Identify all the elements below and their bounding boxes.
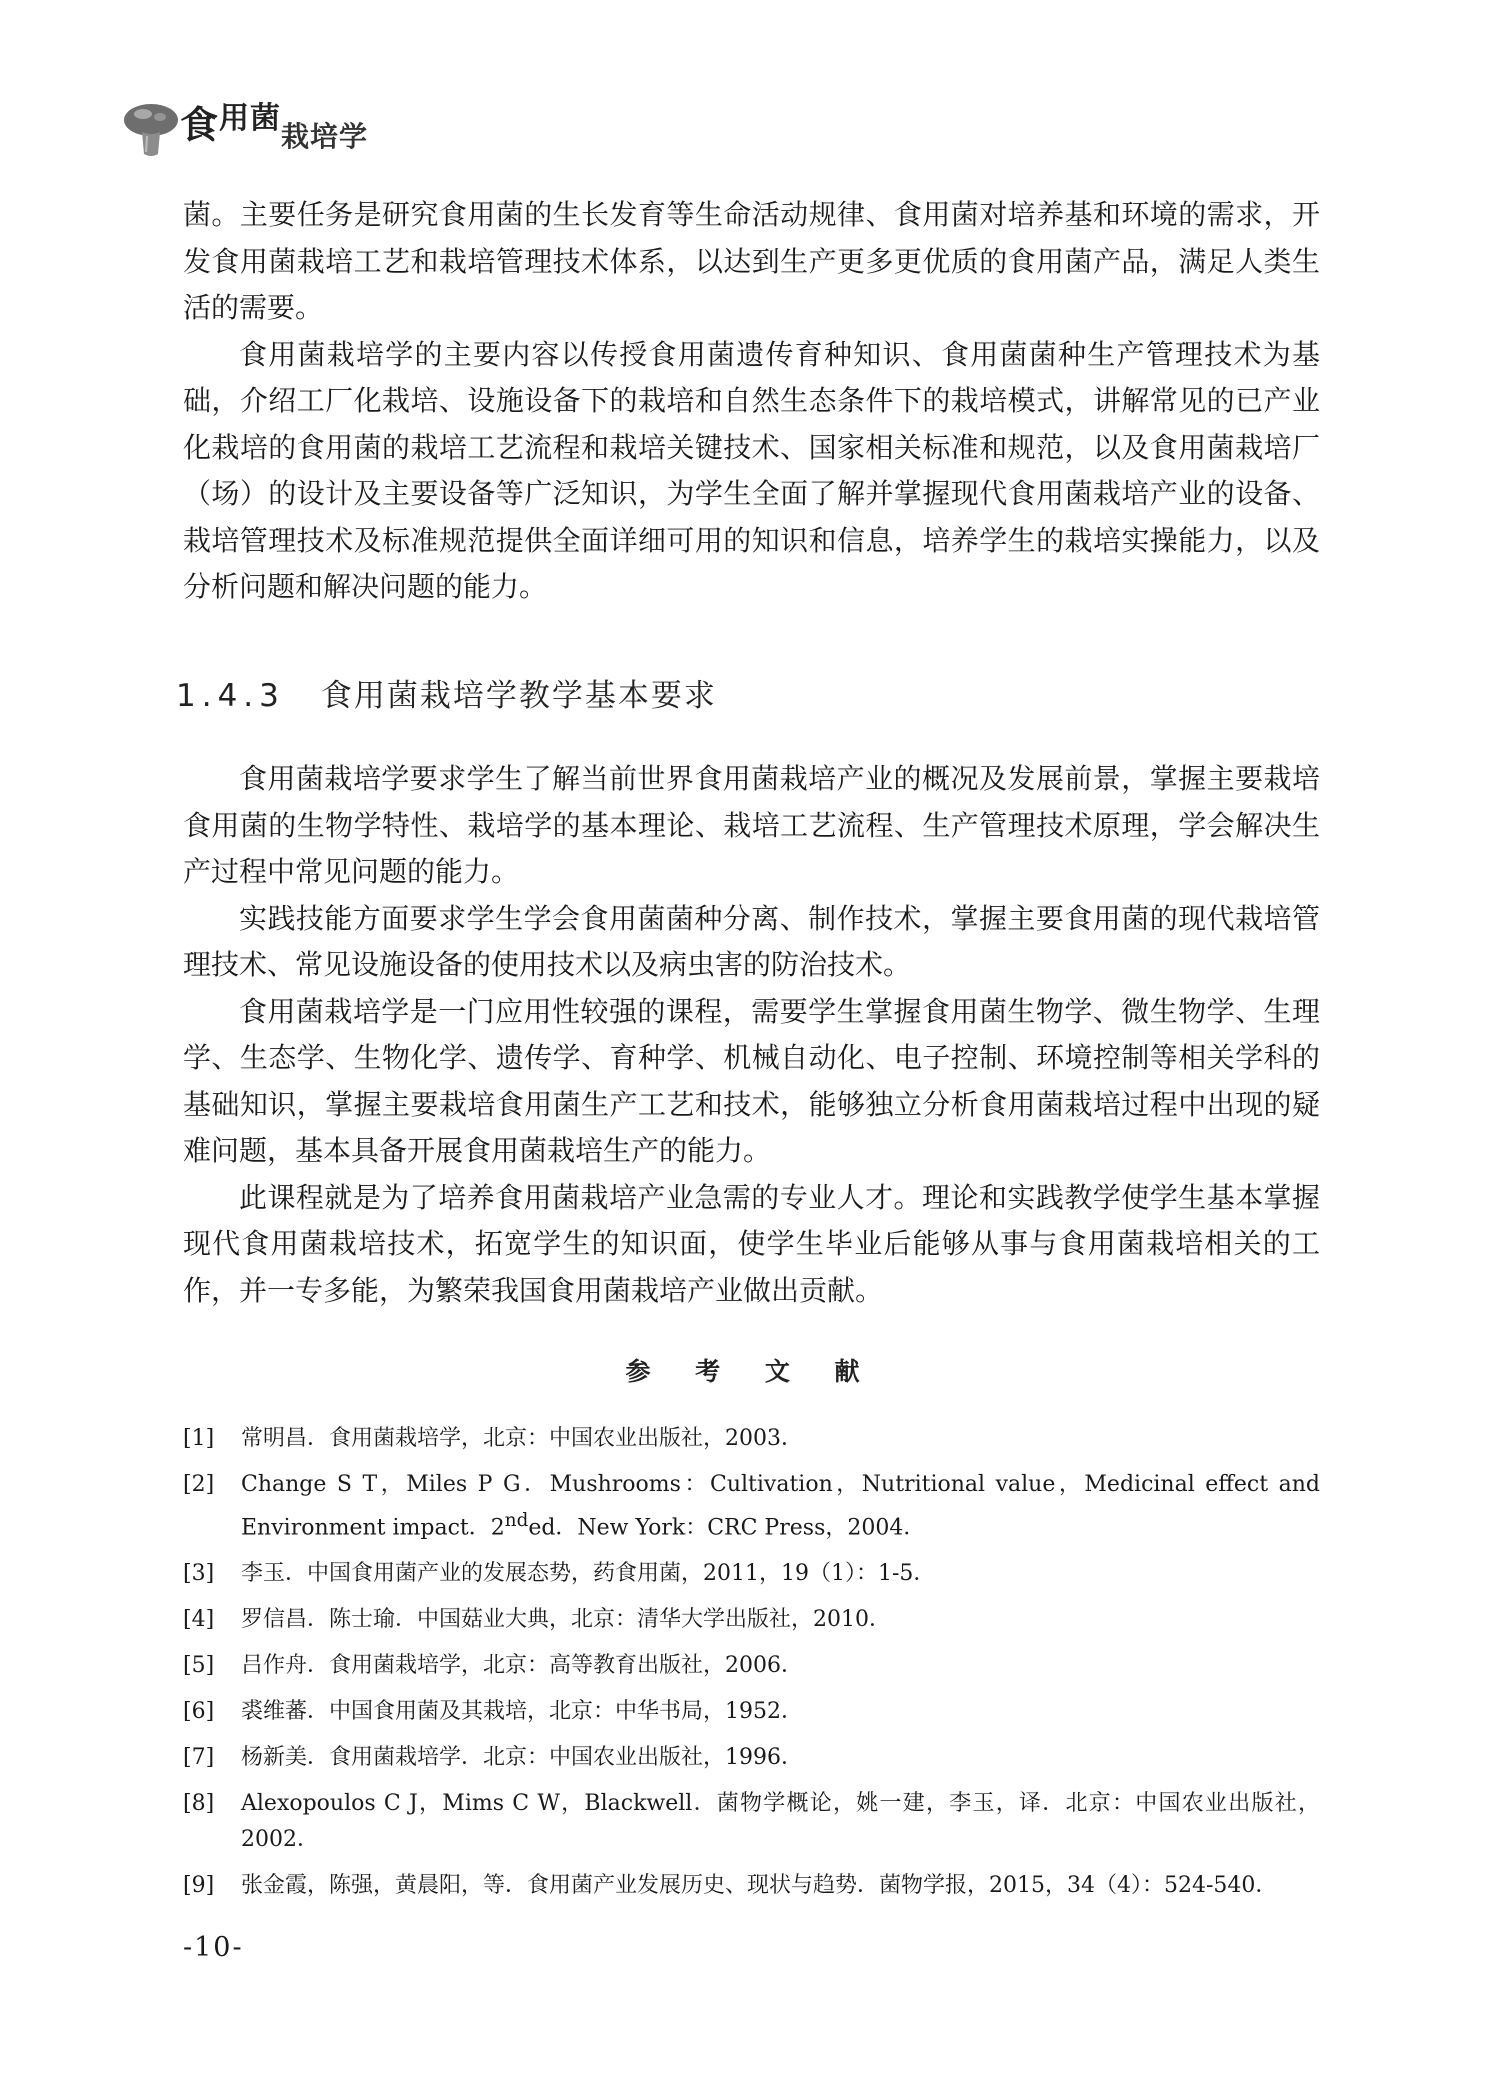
reference-item	[183, 1602, 1320, 1638]
paragraph: 食用菌栽培学要求学生了解当前世界食用菌栽培产业的概况及发展前景，掌握主要栽培食用菌的生物学特性、栽培学的基本理论、栽培工艺流程、生产管理技术原理，学会解决生产过程中常见问题的能力。	[183, 762, 1320, 888]
reference-item	[183, 1694, 1320, 1730]
section-heading	[176, 670, 717, 715]
reference-item	[183, 1467, 1320, 1546]
superscript: nd	[504, 1510, 529, 1531]
paragraph: 菌。主要任务是研究食用菌的生长发育等生命活动规律、食用菌对培养基和环境的需求，开发食用菌栽培工艺和栽培管理技术体系，以达到生产更多更优质的食用菌产品，满足人类生活的需要。	[183, 198, 1320, 324]
reference-number: [5]	[183, 1653, 215, 1679]
references-list	[183, 1421, 1320, 1914]
reference-text: Alexopoulos C J，Mims C W，Blackwell．菌物学概论，姚一建，李玉，译．北京：中国农业出版社，2002．	[241, 1791, 1320, 1853]
reference-item	[183, 1868, 1320, 1904]
reference-text: 裘维蕃．中国食用菌及其栽培，北京：中华书局，1952．	[241, 1699, 803, 1725]
reference-text: 李玉．中国食用菌产业的发展态势，药食用菌，2011，19（1）：1-5．	[241, 1561, 936, 1587]
reference-text: 张金霞，陈强，黄晨阳，等．食用菌产业发展历史、现状与趋势．菌物学报，2015，34（4）：524-540．	[241, 1873, 1278, 1899]
paragraph: 此课程就是为了培养食用菌栽培产业急需的专业人才。理论和实践教学使学生基本掌握现代食用菌栽培技术，拓宽学生的知识面，使学生毕业后能够从事与食用菌栽培相关的工作，并一专多能，为繁荣我国食用菌栽培产业做出贡献。	[183, 1180, 1320, 1307]
book-title-part1: 食	[180, 103, 220, 147]
book-title-part3: 栽培学	[281, 120, 369, 153]
intro-text	[183, 192, 1320, 611]
reference-text: 罗信昌．陈士瑜．中国菇业大典，北京：清华大学出版社，2010．	[241, 1607, 891, 1633]
reference-text: 吕作舟．食用菌栽培学，北京：高等教育出版社，2006．	[241, 1653, 803, 1679]
section-number: 1.4.3	[176, 678, 285, 714]
reference-number: [1]	[183, 1426, 215, 1451]
section-title: 食用菌栽培学教学基本要求	[320, 678, 717, 714]
paragraph: 实践技能方面要求学生学会食用菌菌种分离、制作技术，掌握主要食用菌的现代栽培管理技术、常见设施设备的使用技术以及病虫害的防治技术。	[183, 901, 1320, 981]
reference-number: [2]	[183, 1472, 215, 1497]
running-header	[120, 92, 520, 162]
paragraph: 食用菌栽培学的主要内容以传授食用菌遗传育种知识、食用菌菌种生产管理技术为基础，介绍工厂化栽培、设施设备下的栽培和自然生态条件下的栽培模式，讲解常见的已产业化栽培的食用菌的栽培工艺流程和栽培关键技术、国家相关标准和规范，以及食用菌栽培厂（场）的设计及主要设备等广泛知识，为学生全面了解并掌握现代食用菌栽培产业的设备、栽培管理技术及标准规范提供全面详细可用的知识和信息，培养学生的栽培实操能力，以及分析问题和解决问题的能力。	[183, 337, 1320, 603]
reference-number: [7]	[183, 1745, 215, 1771]
reference-text: 杨新美．食用菌栽培学．北京：中国农业出版社，1996．	[241, 1745, 803, 1771]
reference-text: Change S T，Miles P G．Mushrooms：Cultivation，Nutritional value，Medicinal effect and Environment impact．2nded．New York：CRC Press，2004．	[241, 1472, 1320, 1541]
reference-item	[183, 1740, 1320, 1776]
reference-number: [3]	[183, 1561, 215, 1587]
references-title: 参 考 文 献	[625, 1357, 878, 1386]
reference-item	[183, 1786, 1320, 1858]
reference-number: [9]	[183, 1873, 215, 1899]
reference-item	[183, 1556, 1320, 1592]
reference-item	[183, 1421, 1320, 1457]
reference-number: [6]	[183, 1699, 215, 1725]
reference-number: [4]	[183, 1607, 215, 1633]
paragraph: 食用菌栽培学是一门应用性较强的课程，需要学生掌握食用菌生物学、微生物学、生理学、生态学、生物化学、遗传学、育种学、机械自动化、电子控制、环境控制等相关学科的基础知识，掌握主要栽培食用菌生产工艺和技术，能够独立分析食用菌栽培过程中出现的疑难问题，基本具备开展食用菌栽培生产的能力。	[183, 994, 1320, 1167]
reference-item	[183, 1648, 1320, 1684]
page-number: -10-	[183, 1932, 244, 1963]
mushroom-icon	[120, 98, 182, 158]
reference-number: [8]	[183, 1791, 215, 1817]
section-text	[183, 756, 1320, 1314]
book-title	[180, 94, 369, 153]
reference-text: 常明昌．食用菌栽培学，北京：中国农业出版社，2003．	[241, 1426, 803, 1451]
book-title-part2: 用菌	[219, 101, 282, 136]
